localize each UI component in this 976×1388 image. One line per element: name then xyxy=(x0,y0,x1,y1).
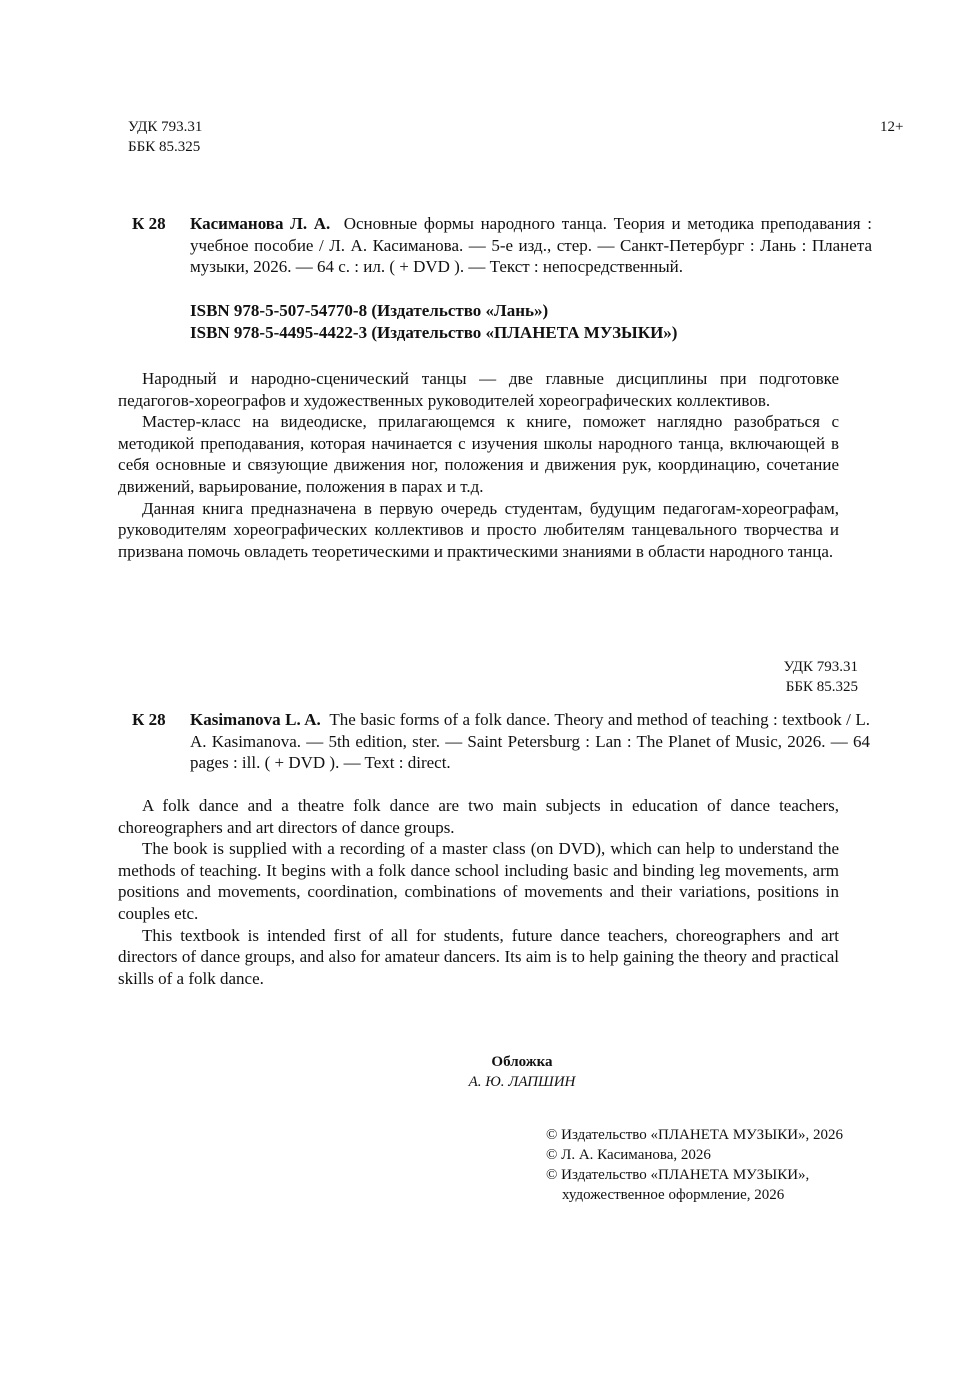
isbn-planeta: ISBN 978-5-4495-4422-3 (Издательство «ПЛАНЕТА МУЗЫКИ») xyxy=(190,323,678,342)
en-entry-description: The basic forms of a folk dance. Theory and method of teaching : textbook / L. A. Kasimanova. — 5th edition, ster. — Saint Petersburg : Lan : The Planet of Music, 2026. — 64 pages : ill. ( + DVD ). — Text : direct. xyxy=(190,710,871,773)
ru-author-name: Касиманова Л. А. xyxy=(190,214,331,233)
en-bibliographic-entry xyxy=(132,709,870,774)
age-rating: 12+ xyxy=(880,119,904,135)
udk-code: УДК 793.31 xyxy=(128,119,203,135)
copyright-line: художественное оформление, 2026 xyxy=(562,1187,785,1203)
en-abstract xyxy=(118,795,839,989)
en-abstract-paragraph: The book is supplied with a recording of a master class (on DVD), which can help to understand the methods of teaching. It begins with a folk dance school including basic and binding leg movements, arm positions and movements, coordination, combinations of movements and their variations, positions in couples etc. xyxy=(118,839,839,923)
en-abstract-paragraph: This textbook is intended first of all for students, future dance teachers, choreographers and art directors of dance groups, and also for amateur dancers. Its aim is to help gaining the theory and practical skills of a folk dance. xyxy=(118,925,839,988)
ru-abstract-paragraph: Данная книга предназначена в первую очередь студентам, будущим педагогам-хореографам, руководителям хореографических коллективов и просто любителям танцевального творчества и призвана помочь овладеть теоретическими и практическими знаниями в области народного танца. xyxy=(118,498,839,561)
en-author-name: Kasimanova L. A. xyxy=(190,710,321,729)
copyright-line: © Издательство «ПЛАНЕТА МУЗЫКИ», 2026 xyxy=(546,1127,844,1143)
en-udk-code: УДК 793.31 xyxy=(783,659,858,675)
en-abstract-paragraph: A folk dance and a theatre folk dance are two main subjects in education of dance teachers, choreographers and art directors of dance groups. xyxy=(118,796,839,837)
copyright-line: © Л. А. Касиманова, 2026 xyxy=(546,1147,711,1163)
en-bbk-code: ББК 85.325 xyxy=(785,679,858,695)
ru-abstract-paragraph: Мастер-класс на видеодиске, прилагающемся к книге, поможет наглядно разобраться с методикой преподавания, которая начинается с изучения школы народного танца, включающей в себя основные и связующие движения ног, положения и движения рук, координацию, сочетание движений, варьирование, положения в парах и т.д. xyxy=(118,412,839,496)
ru-abstract-paragraph: Народный и народно-сценический танцы — две главные дисциплины при подготовке педагогов-хореографов и художественных руководителей хореографических коллективов. xyxy=(118,369,839,410)
cover-label: Обложка xyxy=(491,1054,553,1070)
copyright-block xyxy=(546,1125,843,1205)
en-entry-text xyxy=(190,709,870,774)
bbk-code: ББК 85.325 xyxy=(128,139,201,155)
isbn-block xyxy=(190,300,677,344)
cover-credit xyxy=(420,1052,624,1092)
classification-block xyxy=(128,117,202,157)
ru-bibliographic-entry xyxy=(132,213,872,278)
ru-abstract xyxy=(118,368,839,562)
isbn-lan: ISBN 978-5-507-54770-8 (Издательство «Лань») xyxy=(190,301,549,320)
copyright-line: © Издательство «ПЛАНЕТА МУЗЫКИ», xyxy=(546,1167,810,1183)
en-author-code: К 28 xyxy=(132,710,166,729)
ru-entry-description: Основные формы народного танца. Теория и методика преподавания : учебное пособие / Л. А. Касиманова. — 5-е изд., стер. — Санкт-Петербург : Лань : Планета музыки, 2026. — 64 с. : ил. ( + DVD ). — Текст : непосредственный. xyxy=(190,214,873,277)
cover-artist: А. Ю. ЛАПШИН xyxy=(468,1074,576,1090)
en-classification-block xyxy=(700,657,858,697)
ru-author-code: К 28 xyxy=(132,214,166,233)
ru-entry-text xyxy=(190,213,872,278)
